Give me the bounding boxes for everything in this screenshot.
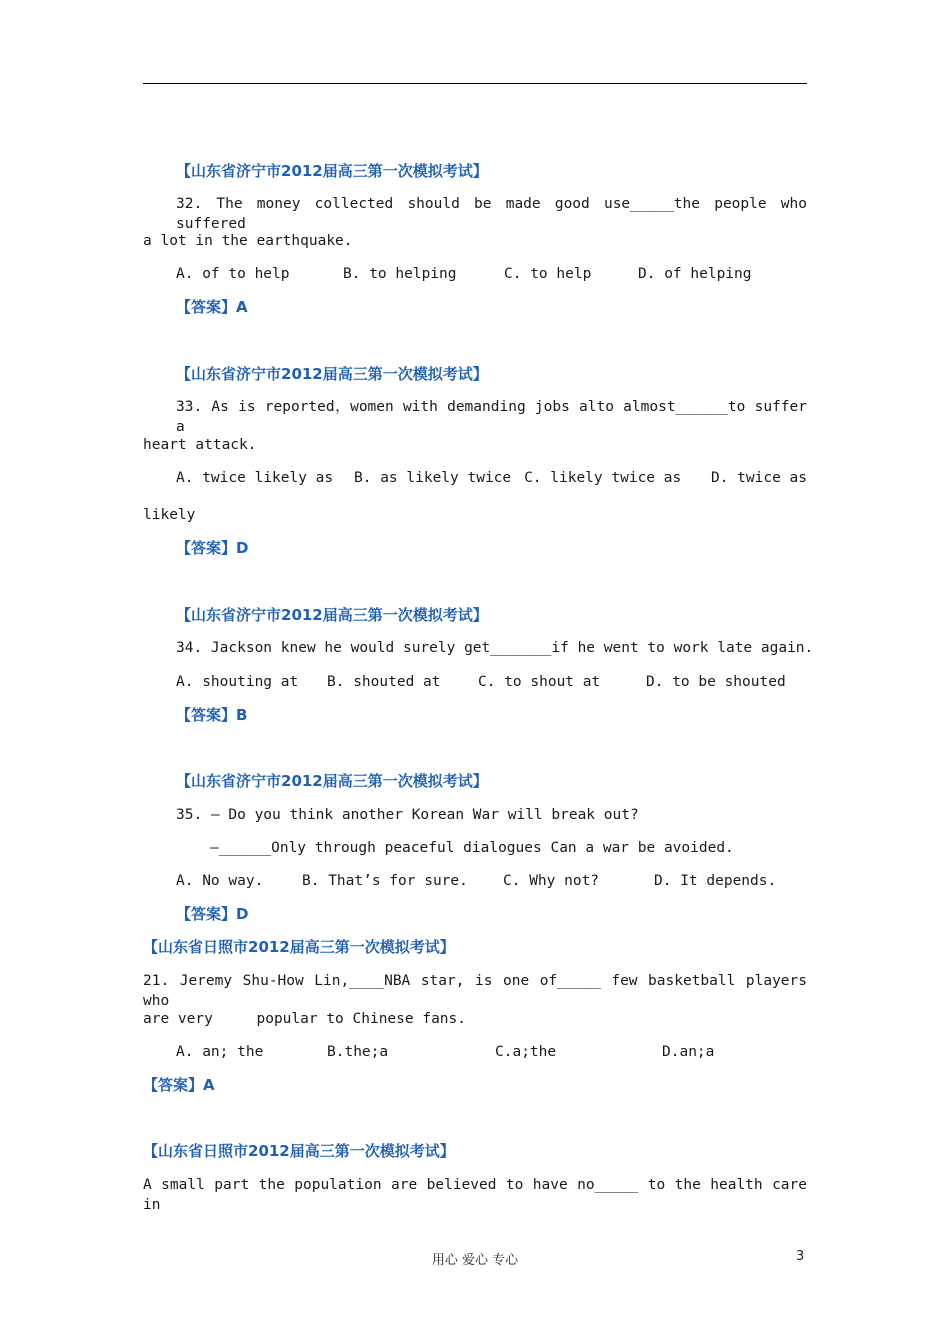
- options-row: [176, 672, 807, 692]
- option-a: A. an; the: [176, 1044, 264, 1060]
- option-c: C.a;the: [495, 1044, 557, 1060]
- option-c: C. Why not?: [503, 873, 600, 889]
- option-b: B. to helping: [343, 266, 457, 282]
- option-b: B. shouted at: [327, 674, 441, 690]
- question-stem-cont: —______Only through peaceful dialogues Can a war be avoided.: [210, 840, 734, 856]
- question-source: 【山东省济宁市2012届高三第一次模拟考试】: [176, 772, 488, 790]
- page-number: 3: [796, 1249, 805, 1264]
- options-cont: likely: [143, 507, 196, 523]
- answer: 【答案】D: [176, 905, 249, 923]
- option-d: D. to be shouted: [646, 674, 786, 690]
- options-row: [176, 1042, 807, 1062]
- options-row: [176, 468, 807, 488]
- question-source: 【山东省日照市2012届高三第一次模拟考试】: [143, 1142, 455, 1160]
- option-d: D.an;a: [662, 1044, 715, 1060]
- answer: 【答案】A: [176, 298, 248, 316]
- header-rule: [143, 83, 807, 84]
- answer: 【答案】D: [176, 539, 249, 557]
- question-stem-cont: are very popular to Chinese fans.: [143, 1011, 467, 1027]
- answer: 【答案】B: [176, 706, 248, 724]
- question-source: 【山东省济宁市2012届高三第一次模拟考试】: [176, 606, 488, 624]
- option-b: B. That’s for sure.: [302, 873, 468, 889]
- question-stem-cont: heart attack.: [143, 437, 257, 453]
- options-row: [176, 871, 807, 891]
- option-d: D. twice as: [710, 470, 807, 486]
- question-stem: 35. — Do you think another Korean War will break out?: [176, 807, 639, 823]
- question-source: 【山东省济宁市2012届高三第一次模拟考试】: [176, 162, 488, 180]
- option-b: B. as likely twice: [354, 470, 512, 486]
- question-stem: A small part the population are believed to have no_____ to the health care in: [143, 1177, 807, 1213]
- option-a: A. twice likely as: [176, 470, 334, 486]
- option-c: C. to help: [504, 266, 592, 282]
- option-a: A. of to help: [176, 266, 290, 282]
- question-source: 【山东省济宁市2012届高三第一次模拟考试】: [176, 365, 488, 383]
- question-stem-cont: a lot in the earthquake.: [143, 233, 353, 249]
- question-stem: 34. Jackson knew he would surely get_______if he went to work late again.: [176, 640, 814, 656]
- page-footer: 用心 爱心 专心: [431, 1253, 519, 1268]
- answer: 【答案】A: [143, 1076, 215, 1094]
- option-c: C. to shout at: [478, 674, 601, 690]
- question-stem: 32. The money collected should be made good use_____the people who suffered: [176, 196, 807, 232]
- option-d: D. It depends.: [654, 873, 777, 889]
- option-a: A. No way.: [176, 873, 264, 889]
- option-c: C. likely twice as: [524, 470, 682, 486]
- option-a: A. shouting at: [176, 674, 299, 690]
- options-row: [176, 264, 807, 284]
- question-stem: 21. Jeremy Shu-How Lin,____NBA star, is one of_____ few basketball players who: [143, 973, 807, 1009]
- option-b: B.the;a: [327, 1044, 389, 1060]
- option-d: D. of helping: [638, 266, 752, 282]
- question-stem: 33. As is reported，women with demanding jobs alto almost______to suffer a: [176, 399, 807, 435]
- question-source: 【山东省日照市2012届高三第一次模拟考试】: [143, 938, 455, 956]
